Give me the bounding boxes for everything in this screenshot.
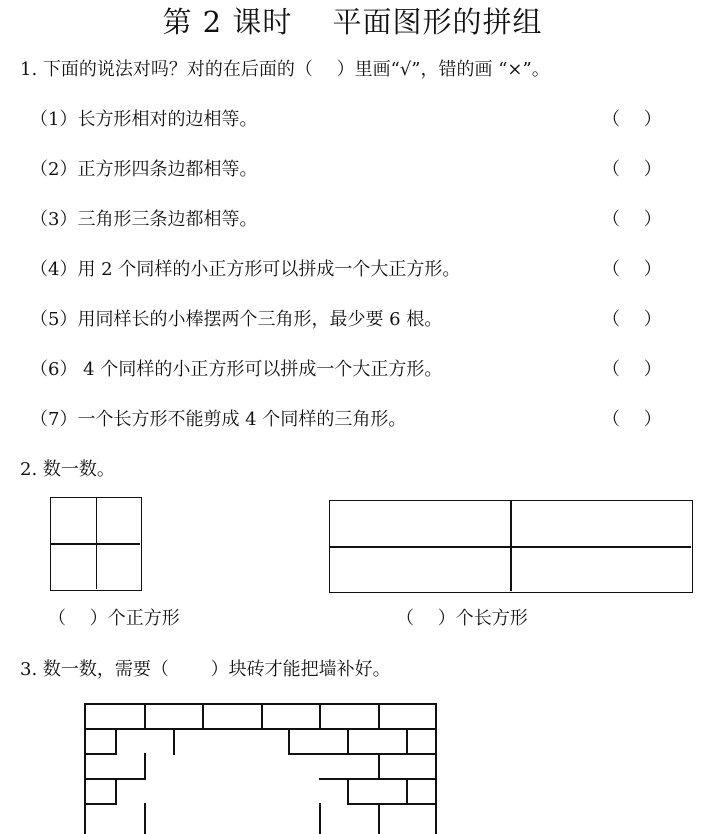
question-1-item-4 xyxy=(30,258,670,282)
question-1-item-7 xyxy=(30,408,670,432)
answer-blank[interactable]: （ ） xyxy=(602,309,662,330)
answer-blank[interactable]: （ ） xyxy=(602,159,662,180)
answer-blank[interactable]: （ ） xyxy=(602,359,662,380)
item-text: （6） 4 个同样的小正方形可以拼成一个大正方形。 xyxy=(30,359,443,380)
question-1-heading: 1. 下面的说法对吗？对的在后面的（ ）里画“√”，错的画 “×”。 xyxy=(20,59,550,80)
answer-blank[interactable]: （ ） xyxy=(602,409,662,430)
rectangles-count-answer[interactable]: （ ）个长方形 xyxy=(396,608,528,629)
answer-blank[interactable]: （ ） xyxy=(602,259,662,280)
item-text: （5）用同样长的小棒摆两个三角形，最少要 6 根。 xyxy=(30,309,443,330)
item-text: （7）一个长方形不能剪成 4 个同样的三角形。 xyxy=(30,409,407,430)
squares-count-answer[interactable]: （ ）个正方形 xyxy=(48,608,180,629)
question-1-item-1 xyxy=(30,108,670,132)
question-1-item-2 xyxy=(30,158,670,182)
answer-blank[interactable]: （ ） xyxy=(602,109,662,130)
item-text: （3）三角形三条边都相等。 xyxy=(30,209,258,230)
question-1-item-3 xyxy=(30,208,670,232)
item-text: （4）用 2 个同样的小正方形可以拼成一个大正方形。 xyxy=(30,259,461,280)
square-grid-figure xyxy=(50,497,142,591)
page-title: 第 2 课时 平面图形的拼组 xyxy=(162,5,543,39)
question-1-item-5 xyxy=(30,308,670,332)
item-text: （1）长方形相对的边相等。 xyxy=(30,109,258,130)
grid-divider xyxy=(330,546,691,548)
grid-divider xyxy=(51,543,140,545)
item-text: （2）正方形四条边都相等。 xyxy=(30,159,258,180)
brick-wall-figure xyxy=(82,700,442,834)
question-1-item-6 xyxy=(30,358,670,382)
rectangle-grid-figure xyxy=(329,500,693,593)
question-2-heading: 2. 数一数。 xyxy=(20,459,115,480)
question-3-heading: 3. 数一数，需要（ ）块砖才能把墙补好。 xyxy=(20,659,391,680)
answer-blank[interactable]: （ ） xyxy=(602,209,662,230)
